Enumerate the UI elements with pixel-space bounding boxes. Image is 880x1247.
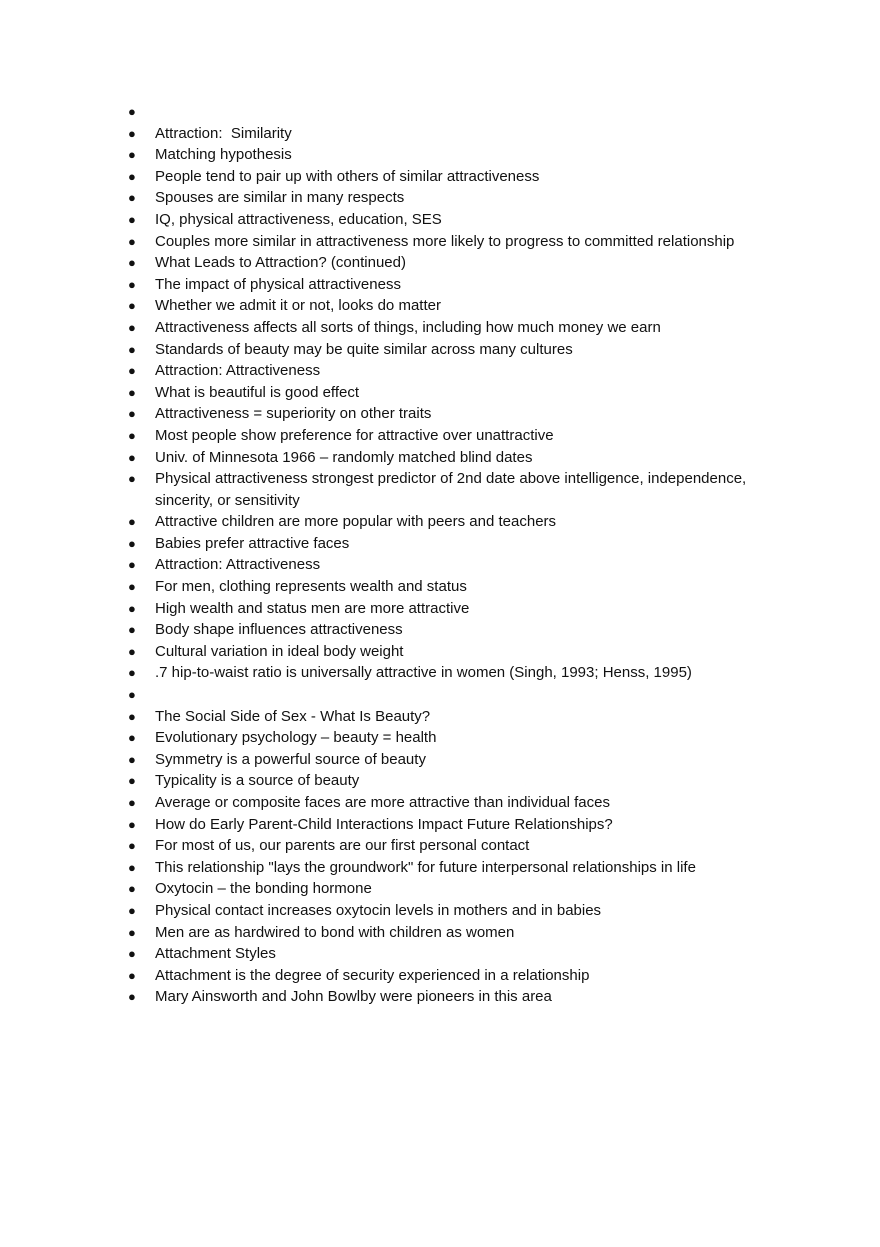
list-item-text: The Social Side of Sex - What Is Beauty? [155,707,431,725]
list-item-text: Physical contact increases oxytocin levels in mothers and in babies [155,901,602,919]
bullet-list [128,101,788,1008]
list-item [128,814,788,836]
list-item-text: What Leads to Attraction? (continued) [155,254,406,272]
bullet-dot-icon: ● [128,190,136,206]
list-item-text: Attraction: Similarity [155,124,292,142]
list-item [128,447,788,469]
bullet-dot-icon: ● [128,298,136,314]
bullet-dot-icon: ● [128,600,136,616]
list-item [128,468,788,511]
list-item-text: Attractiveness affects all sorts of things, including how much money we earn [155,318,661,336]
bullet-dot-icon: ● [128,730,136,746]
list-item [128,965,788,987]
list-item [128,533,788,555]
bullet-dot-icon: ● [128,881,136,897]
list-item [128,511,788,533]
list-item [128,231,788,253]
list-item [128,403,788,425]
bullet-dot-icon: ● [128,967,136,983]
bullet-dot-icon: ● [128,125,136,141]
list-item [128,792,788,814]
list-item-text: Couples more similar in attractiveness more likely to progress to committed relationship [155,232,735,250]
list-item [128,706,788,728]
list-item [128,252,788,274]
list-item-text: What is beautiful is good effect [155,383,360,401]
list-item-text: Attachment is the degree of security experienced in a relationship [155,966,590,984]
bullet-dot-icon: ● [128,319,136,335]
list-item-text: High wealth and status men are more attractive [155,599,470,617]
list-item [128,274,788,296]
bullet-dot-icon: ● [128,384,136,400]
list-item [128,986,788,1008]
list-item [128,382,788,404]
list-item-text: Mary Ainsworth and John Bowlby were pioneers in this area [155,988,552,1006]
bullet-dot-icon: ● [128,471,136,487]
list-item [128,878,788,900]
list-item [128,166,788,188]
list-item-text: Body shape influences attractiveness [155,621,403,639]
list-item-text: Physical attractiveness strongest predictor of 2nd date above intelligence, independence, sincerity, or sensitivity [155,470,751,509]
bullet-dot-icon: ● [128,665,136,681]
list-item-text: The impact of physical attractiveness [155,275,401,293]
list-item [128,900,788,922]
list-item-text: Standards of beauty may be quite similar across many cultures [155,340,573,358]
list-item [128,209,788,231]
bullet-dot-icon: ● [128,924,136,940]
bullet-dot-icon: ● [128,859,136,875]
list-item-text: For men, clothing represents wealth and status [155,578,467,596]
list-item [128,619,788,641]
bullet-dot-icon: ● [128,946,136,962]
list-item-text: Attractive children are more popular with peers and teachers [155,513,557,531]
list-item [128,425,788,447]
bullet-dot-icon: ● [128,427,136,443]
list-item [128,576,788,598]
list-item [128,317,788,339]
bullet-dot-icon: ● [128,363,136,379]
list-item [128,641,788,663]
bullet-dot-icon: ● [128,816,136,832]
bullet-dot-icon: ● [128,643,136,659]
list-item [128,662,788,684]
list-item-text: Whether we admit it or not, looks do matter [155,297,441,315]
bullet-dot-icon: ● [128,255,136,271]
list-item [128,187,788,209]
list-item-text: How do Early Parent-Child Interactions Impact Future Relationships? [155,815,613,833]
list-item [128,144,788,166]
list-item-text: Attraction: Attractiveness [155,556,321,574]
list-item [128,922,788,944]
list-item [128,684,788,706]
list-item [128,727,788,749]
list-item-text: IQ, physical attractiveness, education, SES [155,210,442,228]
bullet-dot-icon: ● [128,233,136,249]
list-item-text: Univ. of Minnesota 1966 – randomly matched blind dates [155,448,533,466]
list-item [128,554,788,576]
bullet-dot-icon: ● [128,902,136,918]
list-item [128,339,788,361]
bullet-dot-icon: ● [128,535,136,551]
list-item [128,857,788,879]
bullet-dot-icon: ● [128,147,136,163]
list-item-text: People tend to pair up with others of similar attractiveness [155,167,540,185]
bullet-dot-icon: ● [128,449,136,465]
list-item [128,770,788,792]
list-item-text: Men are as hardwired to bond with children as women [155,923,515,941]
bullet-dot-icon: ● [128,557,136,573]
list-item-text: Matching hypothesis [155,146,292,164]
list-item-text: For most of us, our parents are our first personal contact [155,837,530,855]
bullet-dot-icon: ● [128,795,136,810]
list-item-text: Average or composite faces are more attractive than individual faces [155,794,610,811]
list-item-text: .7 hip-to-waist ratio is universally attractive in women (Singh, 1993; Henss, 1995) [155,664,692,682]
bullet-dot-icon: ● [128,514,136,530]
list-item [128,835,788,857]
list-item [128,123,788,145]
list-item-text: Cultural variation in ideal body weight [155,642,404,660]
bullet-dot-icon: ● [128,773,136,789]
list-item-text: Most people show preference for attractive over unattractive [155,426,554,444]
list-item [128,295,788,317]
list-item [128,943,788,965]
list-item-text: Evolutionary psychology – beauty = health [155,729,437,747]
list-item-text: Attachment Styles [155,945,276,963]
bullet-dot-icon: ● [128,406,136,422]
bullet-dot-icon: ● [128,276,136,292]
list-item-text: Babies prefer attractive faces [155,534,350,552]
bullet-dot-icon: ● [128,838,136,854]
list-item-text: Attraction: Attractiveness [155,362,321,380]
bullet-dot-icon: ● [128,341,136,357]
list-item [128,101,788,123]
bullet-dot-icon: ● [128,168,136,184]
list-item [128,360,788,382]
bullet-dot-icon: ● [128,751,136,767]
list-item-text: Symmetry is a powerful source of beauty [155,750,426,768]
list-item-text: Attractiveness = superiority on other traits [155,405,432,423]
list-item [128,598,788,620]
list-item-text: Oxytocin – the bonding hormone [155,880,372,898]
bullet-dot-icon: ● [128,211,136,227]
list-item-text: Spouses are similar in many respects [155,189,405,207]
list-item-text: Typicality is a source of beauty [155,772,360,790]
bullet-dot-icon: ● [128,687,136,703]
list-item-text: This relationship "lays the groundwork" for future interpersonal relationships in life [155,858,696,876]
bullet-dot-icon: ● [128,622,136,638]
list-item [128,749,788,771]
bullet-dot-icon: ● [128,708,136,724]
bullet-dot-icon: ● [128,104,136,119]
bullet-dot-icon: ● [128,989,136,1005]
bullet-dot-icon: ● [128,579,136,595]
